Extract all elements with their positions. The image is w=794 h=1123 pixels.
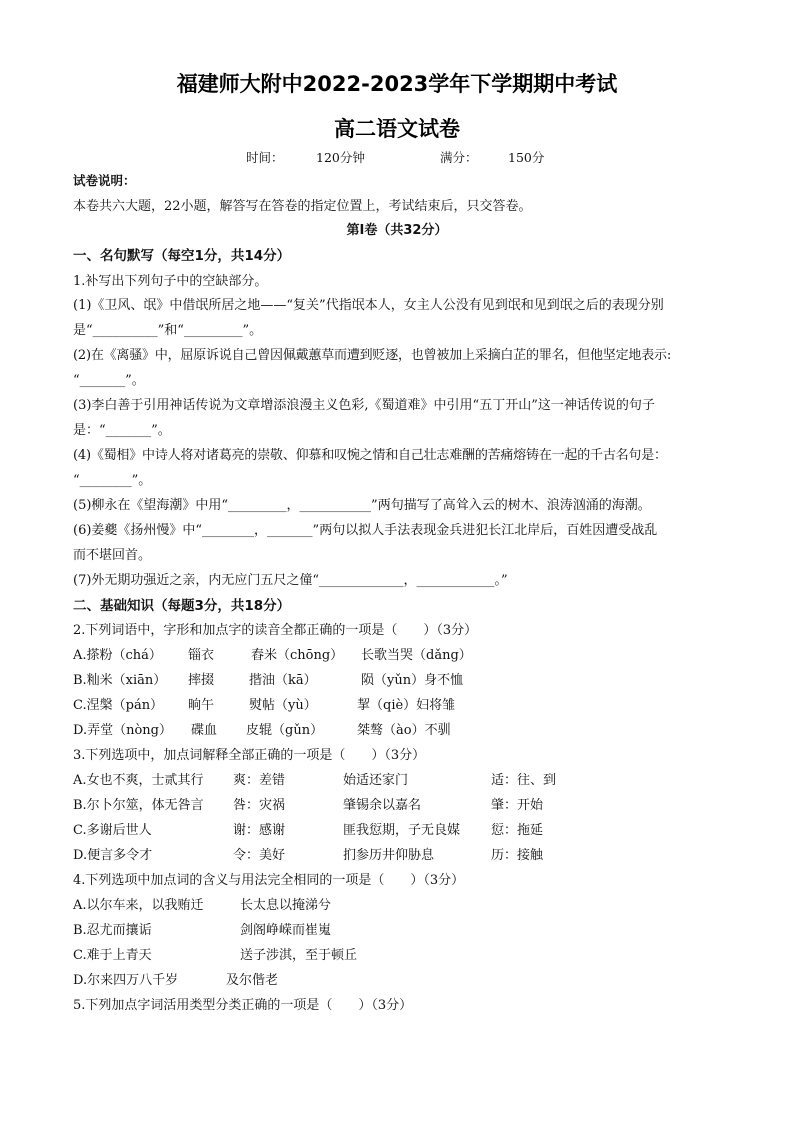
option-text: B.忍尤而攘诟 [73,923,152,938]
score-value: 150分 [508,150,545,165]
q1-line: 而不堪回首。 [73,548,152,563]
time-label: 时间： [246,150,284,165]
part1-heading: 第Ⅰ卷（共32分） [346,223,448,238]
option-text: 长太息以掩涕兮 [240,898,332,913]
option-text: 谢：感谢 [233,823,286,838]
q1-line: (2)在《离骚》中，屈原诉说自己曾因佩戴蕙草而遭到贬逐，也曾被加上采摘白芷的罪名，但他坚定地表示: [73,348,671,363]
q1-line: 是：“_______”。 [73,423,171,438]
exam-subtitle: 高二语文试卷 [334,117,460,141]
option-text: D.弄堂（nòng） [73,723,172,738]
option-text: 陨（yǔn）身不恤 [361,673,464,688]
option-text: D.尔来四万八千岁 [73,973,179,988]
instructions-body: 本卷共六大题，22小题，解答写在答卷的指定位置上，考试结束后，只交答卷。 [73,199,532,214]
section2-heading: 二、基础知识（每题3分，共18分） [73,598,291,614]
option-text: 锱衣 [188,648,215,663]
q1-line: 是“__________”和“_________”。 [73,323,263,338]
option-text: 令：美好 [233,848,286,863]
q1-line: (7)外无期功强近之亲，内无应门五尺之僮“_____________，____________。” [73,573,508,588]
q5-stem: 5.下列加点字词活用类型分类正确的一项是（ ）（3分） [73,998,413,1013]
option-text: 肇锡余以嘉名 [343,798,422,813]
option-text: 揩油（kā） [249,673,317,688]
option-text: 摔掇 [188,673,215,688]
option-text: 熨帖（yù） [249,698,317,713]
q1-line: (1)《卫风、氓》中借氓所居之地——“复关”代指氓本人，女主人公没有见到氓和见到氓之后的表现分别 [73,298,664,313]
option-text: A.搽粉（chá） [73,648,162,663]
option-text: 始适还家门 [343,773,409,788]
option-text: 扪参历井仰胁息 [343,848,435,863]
exam-title: 福建师大附中2022-2023学年下学期期中考试 [176,72,618,96]
option-text: 长歌当哭（dǎng） [361,648,472,663]
option-text: 舂米（chōng） [251,648,344,663]
option-text: 剑阁峥嵘而崔嵬 [240,923,332,938]
section1-heading: 一、名句默写（每空1分，共14分） [73,248,291,264]
q1-stem: 1.补写出下列句子中的空缺部分。 [73,274,268,289]
q1-line: (5)柳永在《望海潮》中用“_________，___________”两句描写了高耸入云的树木、浪涛汹涌的海潮。 [73,498,651,513]
q1-line: “_______”。 [73,373,145,388]
q4-stem: 4.下列选项中加点词的含义与用法完全相同的一项是（ ）（3分） [73,873,465,888]
option-text: 送子涉淇，至于顿丘 [240,948,358,963]
option-text: A.女也不爽，士贰其行 [73,773,204,788]
q1-line: (4)《蜀相》中诗人将对诸葛亮的崇敬、仰慕和叹惋之情和自己壮志难酬的苦痛熔铸在一起的千古名句是： [73,448,667,463]
q1-line: “________”。 [73,473,152,488]
q1-line: (3)李白善于引用神话传说为文章增添浪漫主义色彩,《蜀道难》中引用“五丁开山”这一神话传说的句子 [73,398,655,413]
option-text: 适：往、到 [491,773,557,788]
option-text: C.多谢后世人 [73,823,152,838]
q3-stem: 3.下列选项中，加点词解释全部正确的一项是（ ）（3分） [73,748,426,763]
q1-line: (6)姜夔《扬州慢》中“________，_______”两句以拟人手法表现金兵进犯长江北岸后，百姓因遭受战乱 [73,523,658,538]
option-text: B.籼米（xiān） [73,673,167,688]
option-text: 挈（qiè）妇将雏 [357,698,456,713]
option-text: 及尔偕老 [226,973,279,988]
option-text: 历：接触 [491,848,544,863]
option-text: 碟血 [191,723,218,738]
q2-stem: 2.下列词语中，字形和加点字的读音全都正确的一项是（ ）（3分） [73,623,478,638]
option-text: 皮辊（gǔn） [246,723,324,738]
option-text: 咎：灾祸 [233,798,286,813]
option-text: C.涅槃（pán） [73,698,164,713]
option-text: B.尔卜尔筮，体无咎言 [73,798,204,813]
option-text: 匪我愆期，子无良媒 [343,823,461,838]
option-text: 愆：拖延 [491,823,544,838]
instructions-heading: 试卷说明： [73,173,136,188]
time-value: 120分钟 [316,150,365,165]
option-text: 桀骜（ào）不驯 [357,723,451,738]
exam-meta [0,148,794,166]
option-text: 晌午 [188,698,215,713]
option-text: D.便言多令才 [73,848,153,863]
score-label: 满分： [440,150,478,165]
option-text: A.以尔车来，以我贿迁 [73,898,204,913]
option-text: 肇：开始 [491,798,544,813]
option-text: 爽：差错 [233,773,286,788]
option-text: C.难于上青天 [73,948,152,963]
